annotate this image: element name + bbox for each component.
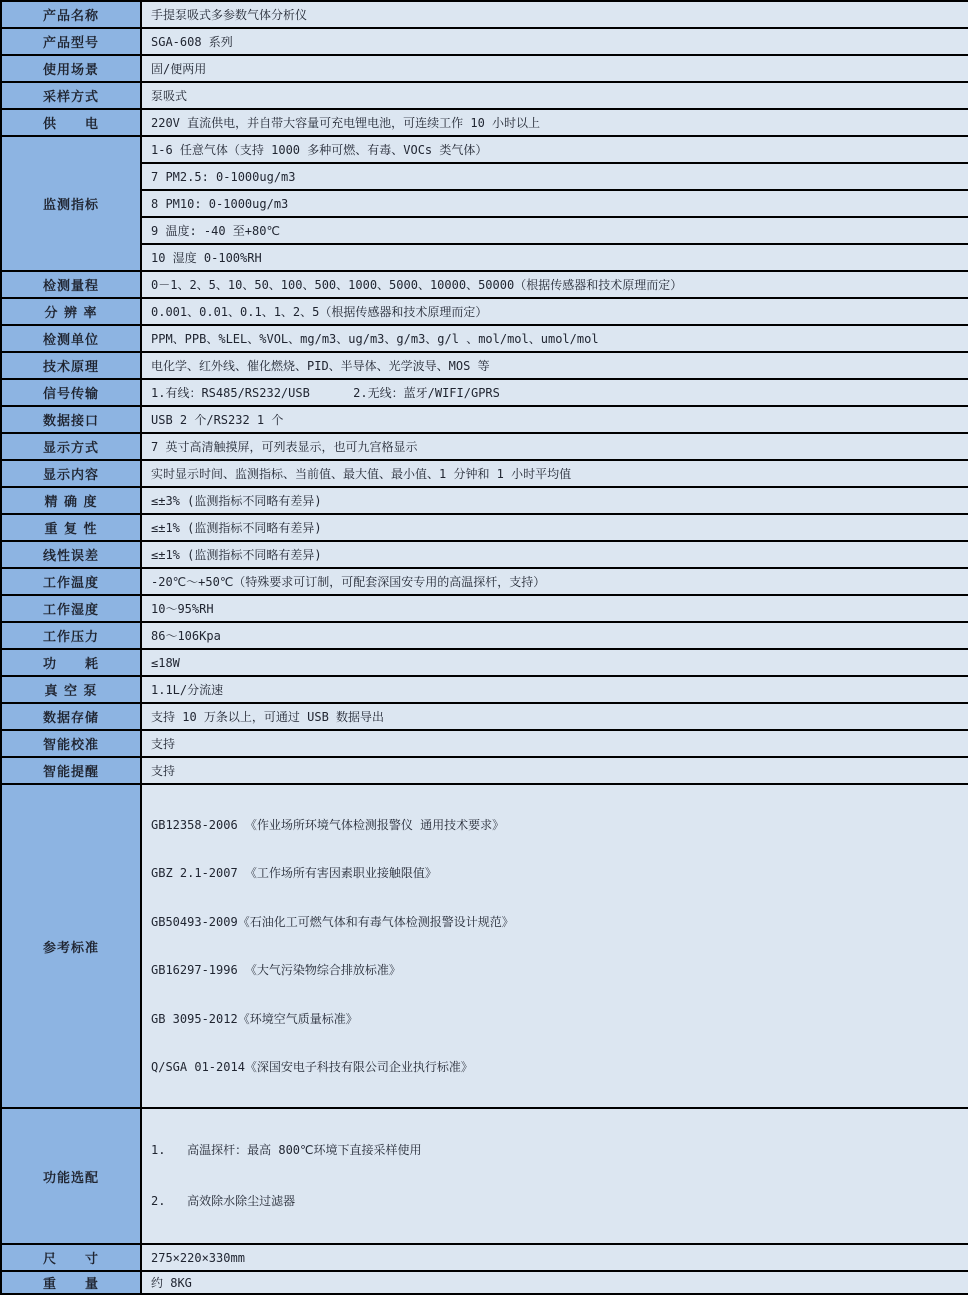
row-value: 0－1、2、5、10、50、100、500、1000、5000、10000、50000（根据传感器和技术原理而定） — [141, 271, 968, 298]
row-label: 分 辨 率 — [1, 298, 141, 325]
table-row — [1, 433, 968, 460]
row-value: 1.1L/分流速 — [141, 676, 968, 703]
table-row — [1, 784, 968, 1108]
row-value: 8 PM10: 0-1000ug/m3 — [141, 190, 968, 217]
row-label: 功 耗 — [1, 649, 141, 676]
row-value: 电化学、红外线、催化燃烧、PID、半导体、光学波导、MOS 等 — [141, 352, 968, 379]
table-row — [1, 514, 968, 541]
row-value: SGA-608 系列 — [141, 28, 968, 55]
row-label: 工作压力 — [1, 622, 141, 649]
table-row — [1, 271, 968, 298]
table-row — [1, 82, 968, 109]
table-row — [1, 730, 968, 757]
row-label: 采样方式 — [1, 82, 141, 109]
table-row — [1, 28, 968, 55]
row-label: 尺 寸 — [1, 1244, 141, 1271]
row-value — [141, 1108, 968, 1244]
row-value: 9 温度: -40 至+80℃ — [141, 217, 968, 244]
row-value: ≤18W — [141, 649, 968, 676]
table-row — [1, 568, 968, 595]
row-label: 智能提醒 — [1, 757, 141, 784]
row-label: 信号传输 — [1, 379, 141, 406]
row-value: USB 2 个/RS232 1 个 — [141, 406, 968, 433]
row-label: 供 电 — [1, 109, 141, 136]
table-row — [1, 460, 968, 487]
table-row — [1, 298, 968, 325]
option-item: 2. 高效除水除尘过滤器 — [151, 1194, 296, 1209]
standard-item: GB 3095-2012《环境空气质量标准》 — [151, 1011, 358, 1026]
row-value: 7 PM2.5: 0-1000ug/m3 — [141, 163, 968, 190]
row-label: 数据接口 — [1, 406, 141, 433]
row-value: 泵吸式 — [141, 82, 968, 109]
table-row — [1, 379, 968, 406]
row-value: 86～106Kpa — [141, 622, 968, 649]
row-value: 实时显示时间、监测指标、当前值、最大值、最小值、1 分钟和 1 小时平均值 — [141, 460, 968, 487]
row-label: 产品型号 — [1, 28, 141, 55]
table-row — [1, 1271, 968, 1294]
row-value: 7 英寸高清触摸屏，可列表显示，也可九宫格显示 — [141, 433, 968, 460]
row-label: 显示方式 — [1, 433, 141, 460]
row-label: 使用场景 — [1, 55, 141, 82]
table-row — [1, 622, 968, 649]
row-value: ≤±1% (监测指标不同略有差异) — [141, 541, 968, 568]
row-value: 275×220×330mm — [141, 1244, 968, 1271]
standard-item: GBZ 2.1-2007 《工作场所有害因素职业接触限值》 — [151, 866, 437, 881]
row-value: -20℃～+50℃（特殊要求可订制，可配套深国安专用的高温探杆，支持） — [141, 568, 968, 595]
standard-item: GB12358-2006 《作业场所环境气体检测报警仪 通用技术要求》 — [151, 818, 505, 832]
row-value: 0.001、0.01、0.1、1、2、5（根据传感器和技术原理而定） — [141, 298, 968, 325]
row-value: 约 8KG — [141, 1271, 968, 1294]
table-row — [1, 325, 968, 352]
row-value: 10 湿度 0-100%RH — [141, 244, 968, 271]
row-value: 1-6 任意气体（支持 1000 多种可燃、有毒、VOCs 类气体） — [141, 136, 968, 163]
row-label: 检测量程 — [1, 271, 141, 298]
row-value: 10～95%RH — [141, 595, 968, 622]
table-row — [1, 406, 968, 433]
row-label: 线性误差 — [1, 541, 141, 568]
table-row — [1, 1108, 968, 1244]
row-label: 产品名称 — [1, 1, 141, 28]
row-label: 显示内容 — [1, 460, 141, 487]
row-label: 监测指标 — [1, 136, 141, 271]
table-row — [1, 352, 968, 379]
row-label: 真 空 泵 — [1, 676, 141, 703]
row-value: 手提泵吸式多参数气体分析仪 — [141, 1, 968, 28]
row-label: 精 确 度 — [1, 487, 141, 514]
row-value: 1.有线：RS485/RS232/USB 2.无线：蓝牙/WIFI/GPRS — [141, 379, 968, 406]
table-row — [1, 595, 968, 622]
row-value: 支持 — [141, 730, 968, 757]
row-value: ≤±1% (监测指标不同略有差异) — [141, 514, 968, 541]
standard-item: GB50493-2009《石油化工可燃气体和有毒气体检测报警设计规范》 — [151, 914, 514, 929]
table-row — [1, 1244, 968, 1271]
row-value: 固/便两用 — [141, 55, 968, 82]
table-row — [1, 244, 968, 271]
row-label: 参考标准 — [1, 784, 141, 1108]
row-value: 支持 — [141, 757, 968, 784]
table-row — [1, 541, 968, 568]
table-row — [1, 136, 968, 163]
row-label: 工作湿度 — [1, 595, 141, 622]
row-label: 智能校准 — [1, 730, 141, 757]
table-row — [1, 487, 968, 514]
table-row — [1, 109, 968, 136]
table-row — [1, 1, 968, 28]
standard-item: GB16297-1996 《大气污染物综合排放标准》 — [151, 963, 401, 978]
row-label: 重 复 性 — [1, 514, 141, 541]
option-item: 1. 高温探杆：最高 800℃环境下直接采样使用 — [151, 1143, 422, 1158]
table-row — [1, 649, 968, 676]
row-value — [141, 784, 968, 1108]
row-value: 220V 直流供电，并自带大容量可充电锂电池，可连续工作 10 小时以上 — [141, 109, 968, 136]
row-label: 数据存储 — [1, 703, 141, 730]
table-row — [1, 55, 968, 82]
row-value: ≤±3% (监测指标不同略有差异) — [141, 487, 968, 514]
row-label: 功能选配 — [1, 1108, 141, 1244]
row-label: 技术原理 — [1, 352, 141, 379]
row-label: 检测单位 — [1, 325, 141, 352]
row-label: 工作温度 — [1, 568, 141, 595]
row-value: 支持 10 万条以上，可通过 USB 数据导出 — [141, 703, 968, 730]
table-row — [1, 676, 968, 703]
table-row — [1, 217, 968, 244]
row-value: PPM、PPB、%LEL、%VOL、mg/m3、ug/m3、g/m3、g/l 、mol/mol、umol/mol — [141, 325, 968, 352]
standard-item: Q/SGA 01-2014《深国安电子科技有限公司企业执行标准》 — [151, 1060, 473, 1075]
table-row — [1, 190, 968, 217]
row-label: 重 量 — [1, 1271, 141, 1294]
table-row — [1, 703, 968, 730]
table-row — [1, 163, 968, 190]
table-row — [1, 757, 968, 784]
